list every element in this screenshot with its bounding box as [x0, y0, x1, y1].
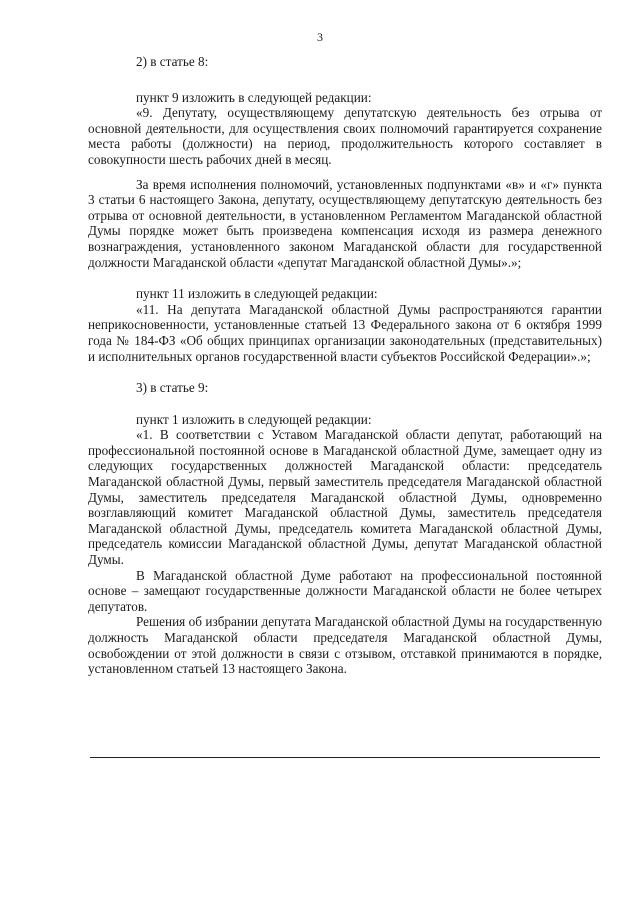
point-1-professional-basis-text: В Магаданской областной Думе работают на профессиональной постоянной основе – замещают государственные должности Магаданской области не более четырех депутатов. [88, 567, 602, 614]
document-body [88, 54, 602, 677]
article-8-heading: 2) в статье 8: [136, 54, 209, 69]
point-1-intro: пункт 1 изложить в следующей редакции: [136, 411, 372, 427]
point-9-compensation-text: За время исполнения полномочий, установленных подпунктами «в» и «г» пункта 3 статьи 6 настоящего Закона, депутату, осуществляющему депутатскую деятельность без отрыва от основной деятельности, в установленном Регламентом Магаданской областной Думы порядке может быть произведена компенсация исходя из размера денежного вознаграждения, установленного законом Магаданской области для государственной должности Магаданской области «депутат Магаданской областной Думы».»; [88, 176, 602, 270]
point-11-text: «11. На депутата Магаданской областной Думы распространяются гарантии неприкосновенности, установленные статьей 13 Федерального закона от 6 октября 1999 года № 184-ФЗ «Об общих принципах организации законодательных (представительных) и исполнительных органов государственной власти субъектов Российской Федерации».»; [88, 301, 602, 364]
article-9-heading: 3) в статье 9: [136, 380, 209, 396]
footer-divider-line [90, 757, 600, 758]
point-9-text: «9. Депутату, осуществляющему депутатскую деятельность без отрыва от основной деятельности, для осуществления своих полномочий гарантируется сохранение места работы (должности) на период, продолжительность которого составляет в совокупности шесть рабочих дней в месяц. [88, 105, 602, 167]
point-1-text: «1. В соответствии с Уставом Магаданской области депутат, работающий на профессиональной постоянной основе в Магаданской областной Думе, замещает одну из следующих государственных должностей Магаданской области: председатель Магаданской областной Думы, первый заместитель председателя Магаданской областной Думы, заместитель председателя Магаданской областной Думы, одновременно возглавляющий комитет Магаданской областной Думы, заместитель председателя Магаданской областной Думы, председатель комитета Магаданской областной Думы, председатель комиссии Магаданской областной Думы, депутат Магаданской областной Думы. [88, 427, 602, 568]
page-number: 3 [317, 30, 323, 44]
point-1-decisions-text: Решения об избрании депутата Магаданской областной Думы на государственную должность Магаданской области председателя Магаданской областной Думы, освобождении от этой должности в связи с отзывом, отставкой принимаются в порядке, установленном статьей 13 настоящего Закона. [88, 614, 602, 677]
point-11-intro: пункт 11 изложить в следующей редакции: [136, 286, 378, 302]
point-9-intro: пункт 9 изложить в следующей редакции: [136, 89, 372, 105]
